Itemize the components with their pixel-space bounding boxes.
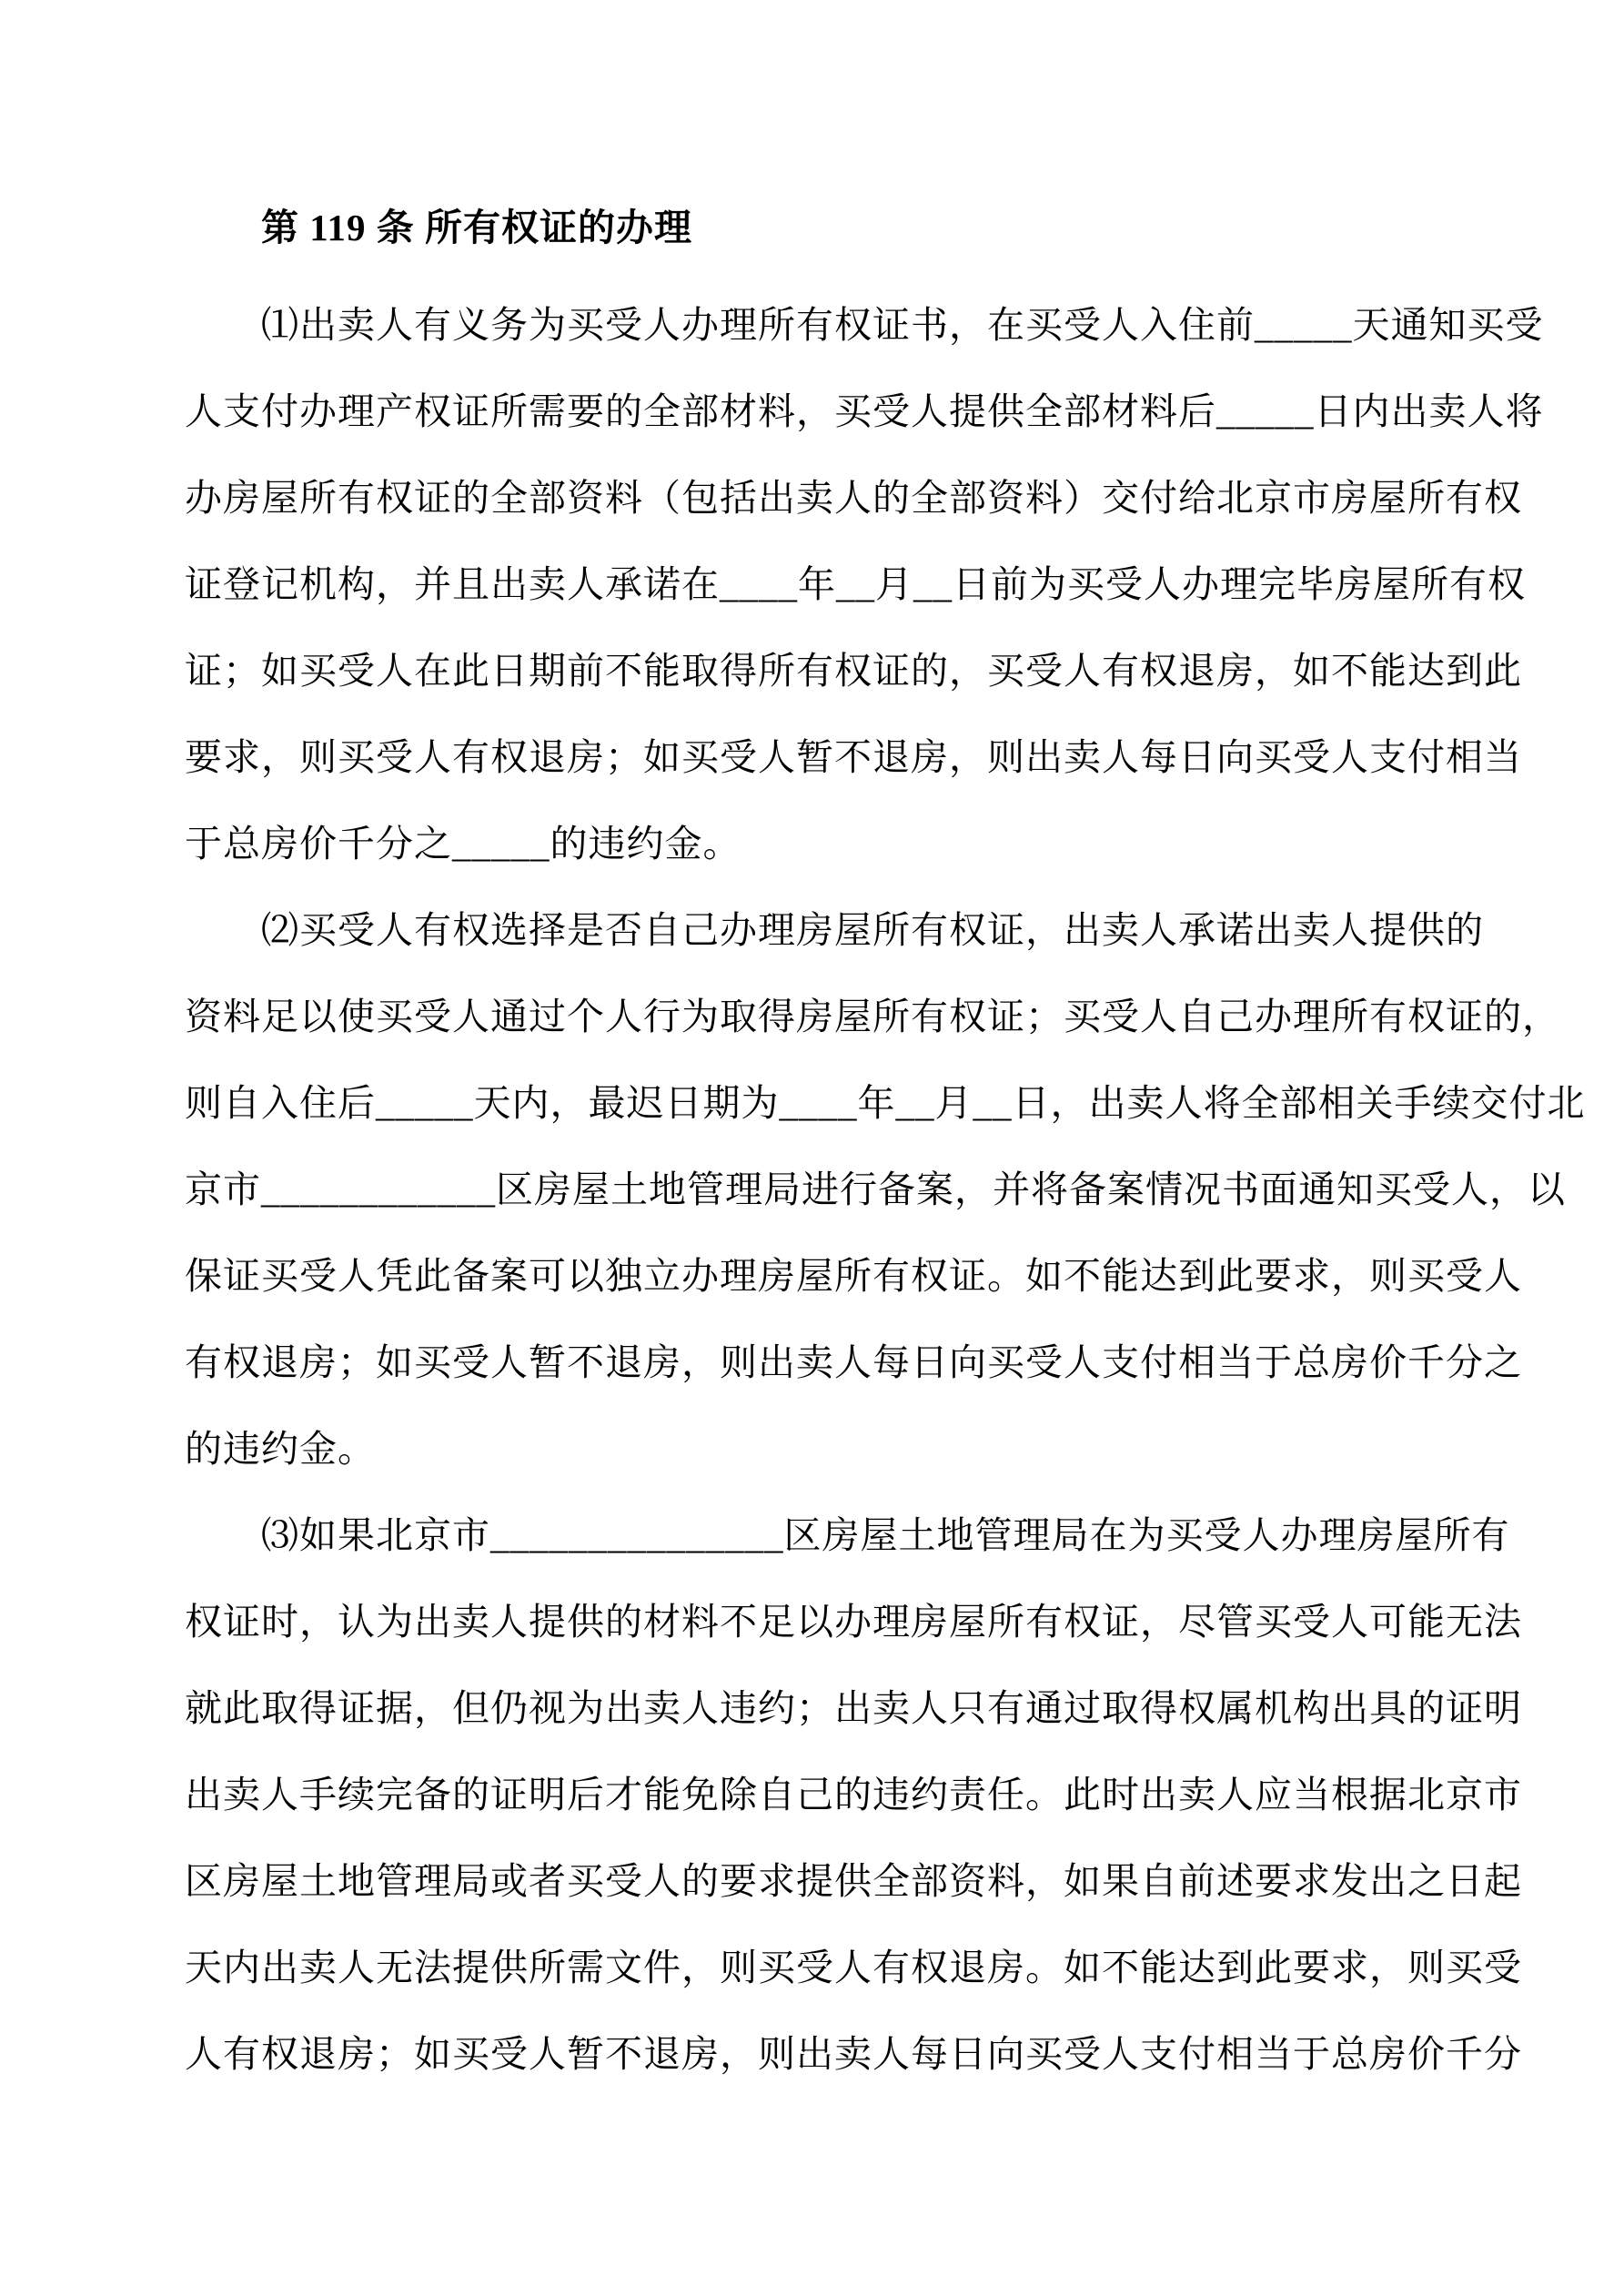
text-line: 证登记机构，并且出卖人承诺在____年__月__日前为买受人办理完毕房屋所有权 — [185, 563, 1526, 605]
text-line: 权证时，认为出卖人提供的材料不足以办理房屋所有权证，尽管买受人可能无法 — [185, 1601, 1522, 1643]
text-line: ⑵买受人有权选择是否自己办理房屋所有权证，出卖人承诺出卖人提供的 — [261, 909, 1484, 951]
text-line: 的违约金。 — [185, 1428, 376, 1470]
text-line: 证；如买受人在此日期前不能取得所有权证的，买受人有权退房，如不能达到此 — [185, 650, 1522, 692]
paragraph-3 — [185, 1492, 1522, 2098]
text-line: 人有权退房；如买受人暂不退房，则出卖人每日向买受人支付相当于总房价千分 — [185, 2033, 1522, 2075]
text-line: 资料足以使买受人通过个人行为取得房屋所有权证；买受人自己办理所有权证的， — [185, 996, 1560, 1037]
text-line: 要求，则买受人有权退房；如买受人暂不退房，则出卖人每日向买受人支付相当 — [185, 736, 1522, 778]
text-line: 办房屋所有权证的全部资料（包括出卖人的全部资料）交付给北京市房屋所有权 — [185, 477, 1522, 519]
text-line: ⑶如果北京市_______________区房屋土地管理局在为买受人办理房屋所有 — [261, 1514, 1510, 1556]
text-line: 区房屋土地管理局或者买受人的要求提供全部资料，如果自前述要求发出之日起 — [185, 1860, 1522, 1902]
text-line: 则自入住后_____天内，最迟日期为____年__月__日，出卖人将全部相关手续交付北 — [185, 1082, 1586, 1124]
text-line: 于总房价千分之_____的违约金。 — [185, 823, 741, 865]
text-line: 京市____________区房屋土地管理局进行备案，并将备案情况书面通知买受人，以 — [185, 1168, 1566, 1210]
text-line: ⑴出卖人有义务为买受人办理所有权证书，在买受人入住前_____天通知买受 — [261, 304, 1544, 346]
text-line: 有权退房；如买受人暂不退房，则出卖人每日向买受人支付相当于总房价千分之 — [185, 1341, 1522, 1383]
paragraph-2 — [185, 887, 1586, 1492]
text-line: 保证买受人凭此备案可以独立办理房屋所有权证。如不能达到此要求，则买受人 — [185, 1255, 1522, 1297]
contract-clause-text — [185, 182, 1586, 2098]
text-line: 出卖人手续完备的证明后才能免除自己的违约责任。此时出卖人应当根据北京市 — [185, 1774, 1522, 1816]
text-line: 就此取得证据，但仍视为出卖人违约；出卖人只有通过取得权属机构出具的证明 — [185, 1687, 1522, 1729]
text-line: 人支付办理产权证所需要的全部材料，买受人提供全部材料后_____日内出卖人将 — [185, 390, 1544, 432]
clause-title: 第 119 条 所有权证的办理 — [261, 207, 692, 248]
paragraph-1 — [185, 282, 1544, 887]
text-line: 天内出卖人无法提供所需文件，则买受人有权退房。如不能达到此要求，则买受 — [185, 1947, 1522, 1988]
